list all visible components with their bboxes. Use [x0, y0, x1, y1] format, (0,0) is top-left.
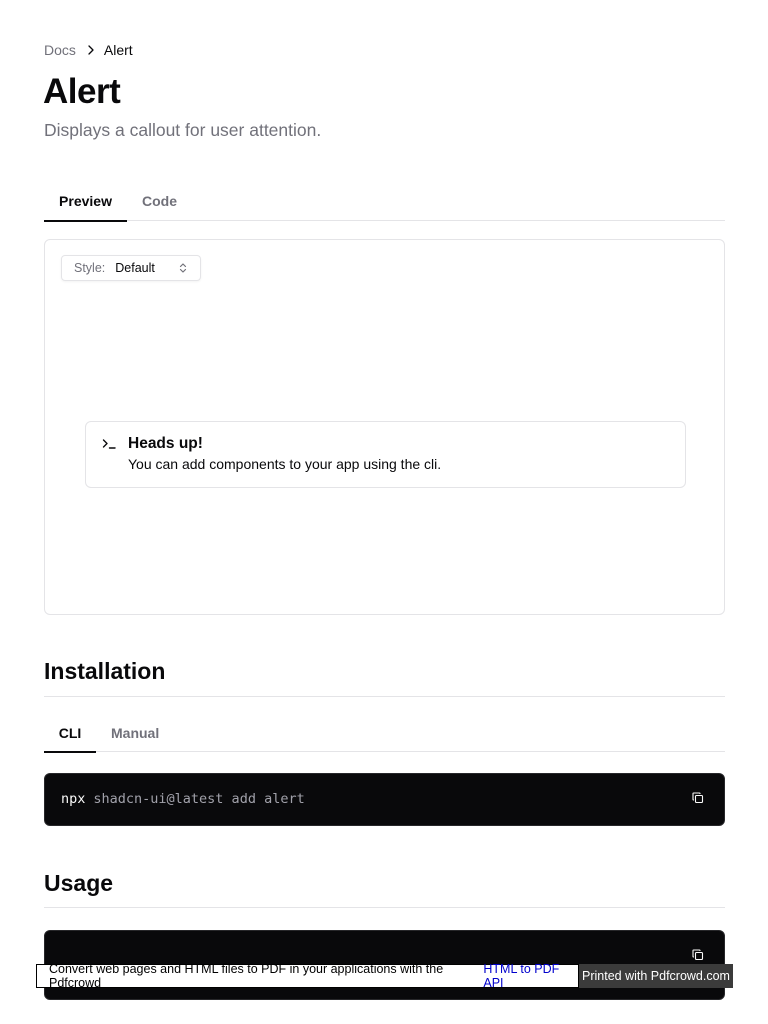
command-prefix: npx [61, 791, 86, 807]
alert-title: Heads up! [128, 435, 203, 452]
style-select-value: Default [115, 261, 155, 275]
copy-button[interactable] [690, 949, 706, 965]
pdfcrowd-message [36, 964, 579, 988]
usage-divider [44, 907, 725, 908]
install-tabs [44, 714, 725, 752]
install-command-block [44, 773, 725, 826]
pdfcrowd-api-link[interactable]: HTML to PDF API [483, 962, 560, 990]
page-description: Displays a callout for user attention. [44, 120, 322, 140]
preview-code-tabs [44, 181, 725, 221]
alert-callout [85, 421, 686, 488]
pdfcrowd-printed-link[interactable]: Printed with Pdfcrowd.com [579, 964, 733, 988]
installation-heading: Installation [44, 658, 166, 684]
tab-cli[interactable]: CLI [44, 714, 96, 752]
style-select[interactable] [61, 255, 201, 281]
usage-heading: Usage [44, 870, 114, 896]
tab-manual[interactable]: Manual [111, 725, 160, 741]
tab-code[interactable]: Code [142, 193, 177, 209]
breadcrumb-current: Alert [103, 42, 133, 58]
command-args: shadcn-ui@latest add alert [93, 791, 305, 807]
breadcrumb [44, 42, 133, 58]
installation-divider [44, 696, 725, 697]
style-select-label: Style: [74, 261, 106, 275]
alert-description: You can add components to your app using the cli. [128, 456, 442, 472]
install-command [61, 791, 305, 807]
chevron-right-icon [87, 44, 95, 56]
copy-button[interactable] [690, 792, 706, 808]
tab-preview[interactable]: Preview [44, 181, 127, 221]
pdfcrowd-text: Convert web pages and HTML files to PDF in your applications with the Pdfcrowd [49, 962, 444, 990]
terminal-icon [102, 437, 118, 456]
pdfcrowd-banner [36, 964, 733, 988]
breadcrumb-docs-link[interactable]: Docs [44, 42, 76, 58]
copy-icon [692, 791, 704, 809]
preview-panel [44, 239, 725, 615]
chevrons-up-down-icon [179, 262, 187, 277]
page-title: Alert [43, 72, 121, 111]
